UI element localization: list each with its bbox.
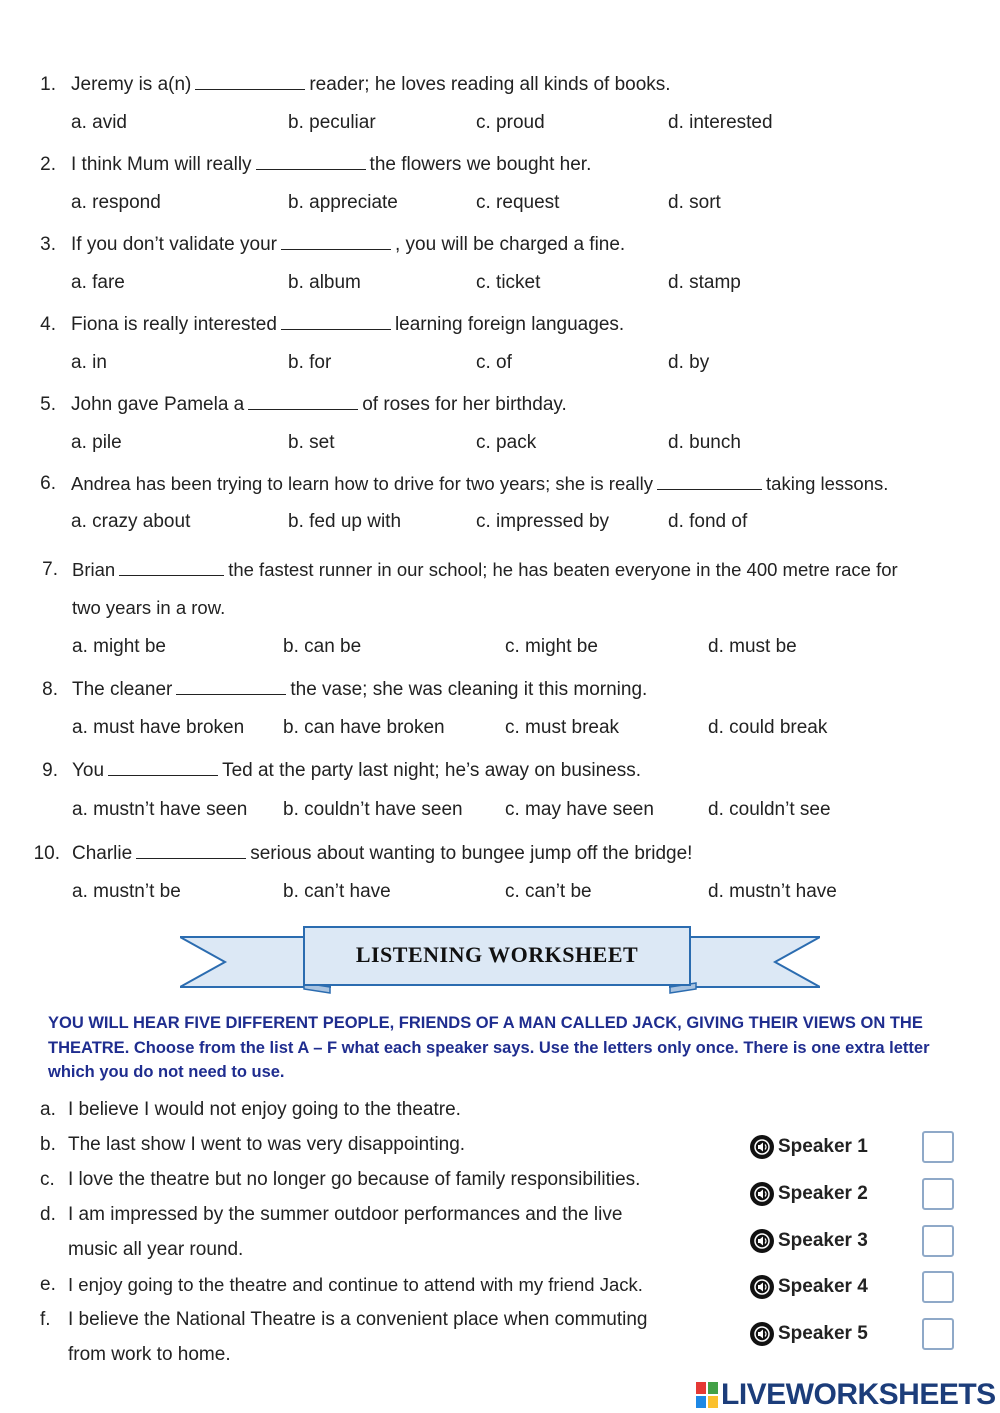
option-b[interactable]: b. can be xyxy=(283,636,362,657)
statement-text: I believe I would not enjoy going to the theatre. xyxy=(68,1099,461,1120)
liveworksheets-logo-icon xyxy=(696,1382,718,1408)
option-c[interactable]: c. request xyxy=(476,192,560,213)
answer-blank[interactable] xyxy=(176,679,286,695)
answer-blank[interactable] xyxy=(281,234,391,250)
option-c[interactable]: c. of xyxy=(476,352,512,373)
statement-text: I love the theatre but no longer go because of family responsibilities. xyxy=(68,1169,641,1190)
speaker-1-button[interactable] xyxy=(750,1132,868,1162)
option-d[interactable]: d. stamp xyxy=(668,272,741,293)
audio-icon[interactable] xyxy=(750,1135,774,1159)
speaker-2-answer-box[interactable] xyxy=(922,1178,954,1210)
liveworksheets-logo xyxy=(696,1378,996,1412)
option-a[interactable]: a. respond xyxy=(71,192,161,213)
option-b[interactable]: b. for xyxy=(288,352,332,373)
question-number: 1. xyxy=(40,74,56,95)
option-c[interactable]: c. pack xyxy=(476,432,537,453)
option-d[interactable]: d. mustn’t have xyxy=(708,881,837,902)
speaker-4-answer-box[interactable] xyxy=(922,1271,954,1303)
question-number: 8. xyxy=(42,679,58,700)
audio-icon[interactable] xyxy=(750,1275,774,1299)
answer-blank[interactable] xyxy=(248,394,358,410)
statement-letter: f. xyxy=(40,1309,51,1330)
option-d[interactable]: d. interested xyxy=(668,112,773,133)
statement-text-continued: music all year round. xyxy=(68,1239,244,1260)
option-a[interactable]: a. crazy about xyxy=(71,511,191,532)
instructions: YOU WILL HEAR FIVE DIFFERENT PEOPLE, FRIENDS OF A MAN CALLED JACK, GIVING THEIR VIEWS ON THE THEATRE. Choose from the list A – F what each speaker says. Use the letters only once. There is one extra letter which you do not need to use. xyxy=(48,1014,930,1081)
option-a[interactable]: a. mustn’t have seen xyxy=(72,799,248,820)
option-d[interactable]: d. couldn’t see xyxy=(708,799,831,820)
answer-blank[interactable] xyxy=(657,474,762,490)
option-c[interactable]: c. might be xyxy=(505,636,598,657)
option-d[interactable]: d. must be xyxy=(708,636,797,657)
option-d[interactable]: d. could break xyxy=(708,717,828,738)
audio-icon[interactable] xyxy=(750,1229,774,1253)
option-a[interactable]: a. might be xyxy=(72,636,166,657)
speaker-4-button[interactable] xyxy=(750,1272,868,1302)
option-b[interactable]: b. set xyxy=(288,432,335,453)
option-b[interactable]: b. appreciate xyxy=(288,192,398,213)
question-number: 5. xyxy=(40,394,56,415)
option-c[interactable]: c. may have seen xyxy=(505,799,654,820)
question-text: You Ted at the party last night; he’s away on business. xyxy=(72,760,642,781)
statement-text: I am impressed by the summer outdoor performances and the live xyxy=(68,1204,623,1225)
audio-icon[interactable] xyxy=(750,1322,774,1346)
option-d[interactable]: d. sort xyxy=(668,192,721,213)
statement-letter: e. xyxy=(40,1274,56,1295)
question-number: 6. xyxy=(40,473,56,494)
question-number: 3. xyxy=(40,234,56,255)
question-text: I think Mum will really the flowers we bought her. xyxy=(71,154,592,175)
question-text: Charlie serious about wanting to bungee jump off the bridge! xyxy=(72,843,693,864)
statement-text: The last show I went to was very disappointing. xyxy=(68,1134,466,1155)
option-b[interactable]: b. album xyxy=(288,272,361,293)
question-number: 9. xyxy=(42,760,58,781)
speaker-1-answer-box[interactable] xyxy=(922,1131,954,1163)
statement-letter: d. xyxy=(40,1204,56,1225)
speaker-5-answer-box[interactable] xyxy=(922,1318,954,1350)
option-b[interactable]: b. can have broken xyxy=(283,717,445,738)
statement-text: I believe the National Theatre is a convenient place when commuting xyxy=(68,1309,648,1330)
option-b[interactable]: b. can’t have xyxy=(283,881,391,902)
answer-blank[interactable] xyxy=(136,843,246,859)
speaker-label: Speaker 5 xyxy=(778,1323,868,1344)
question-text: The cleaner the vase; she was cleaning it this morning. xyxy=(72,679,648,700)
answer-blank[interactable] xyxy=(281,314,391,330)
banner-title: LISTENING WORKSHEET xyxy=(355,942,639,967)
statement-text: I enjoy going to the theatre and continue to attend with my friend Jack. xyxy=(68,1274,643,1295)
question-text: Jeremy is a(n) reader; he loves reading all kinds of books. xyxy=(71,74,671,95)
statement-letter: a. xyxy=(40,1099,56,1120)
listening-banner xyxy=(180,925,820,995)
option-a[interactable]: a. mustn’t be xyxy=(72,881,181,902)
option-c[interactable]: c. must break xyxy=(505,717,620,738)
statement-letter: c. xyxy=(40,1169,55,1190)
question-text: Fiona is really interested learning foreign languages. xyxy=(71,314,625,335)
option-a[interactable]: a. in xyxy=(71,352,107,373)
audio-icon[interactable] xyxy=(750,1182,774,1206)
question-number: 10. xyxy=(33,843,60,864)
question-number: 2. xyxy=(40,154,56,175)
option-b[interactable]: b. peculiar xyxy=(288,112,376,133)
logo-text: LIVEWORKSHEETS xyxy=(721,1378,996,1411)
speaker-label: Speaker 3 xyxy=(778,1230,868,1251)
option-a[interactable]: a. avid xyxy=(71,112,127,133)
option-b[interactable]: b. fed up with xyxy=(288,511,402,532)
option-c[interactable]: c. ticket xyxy=(476,272,541,293)
question-number: 7. xyxy=(42,559,58,580)
speaker-3-button[interactable] xyxy=(750,1226,868,1256)
statement-letter: b. xyxy=(40,1134,56,1155)
speaker-5-button[interactable] xyxy=(750,1319,868,1349)
speaker-3-answer-box[interactable] xyxy=(922,1225,954,1257)
answer-blank[interactable] xyxy=(256,154,366,170)
speaker-label: Speaker 2 xyxy=(778,1183,868,1204)
question-text: If you don’t validate your , you will be charged a fine. xyxy=(71,234,626,255)
option-a[interactable]: a. fare xyxy=(71,272,125,293)
option-d[interactable]: d. by xyxy=(668,352,710,373)
speaker-label: Speaker 4 xyxy=(778,1276,868,1297)
question-text-continued: two years in a row. xyxy=(72,597,226,618)
answer-blank[interactable] xyxy=(108,760,218,776)
option-d[interactable]: d. bunch xyxy=(668,432,741,453)
statement-text-continued: from work to home. xyxy=(68,1344,231,1365)
option-b[interactable]: b. couldn’t have seen xyxy=(283,799,463,820)
option-a[interactable]: a. pile xyxy=(71,432,122,453)
option-a[interactable]: a. must have broken xyxy=(72,717,245,738)
speaker-label: Speaker 1 xyxy=(778,1136,868,1157)
answer-blank[interactable] xyxy=(119,560,224,576)
option-d[interactable]: d. fond of xyxy=(668,511,748,532)
question-number: 4. xyxy=(40,314,56,335)
question-text: Andrea has been trying to learn how to drive for two years; she is really taking lessons. xyxy=(71,473,889,494)
question-text: John gave Pamela a of roses for her birthday. xyxy=(71,394,567,415)
answer-blank[interactable] xyxy=(195,74,305,90)
option-c[interactable]: c. proud xyxy=(476,112,545,133)
option-c[interactable]: c. can’t be xyxy=(505,881,592,902)
option-c[interactable]: c. impressed by xyxy=(476,511,610,532)
speaker-2-button[interactable] xyxy=(750,1179,868,1209)
question-text: Brian the fastest runner in our school; he has beaten everyone in the 400 metre race for xyxy=(72,559,898,580)
